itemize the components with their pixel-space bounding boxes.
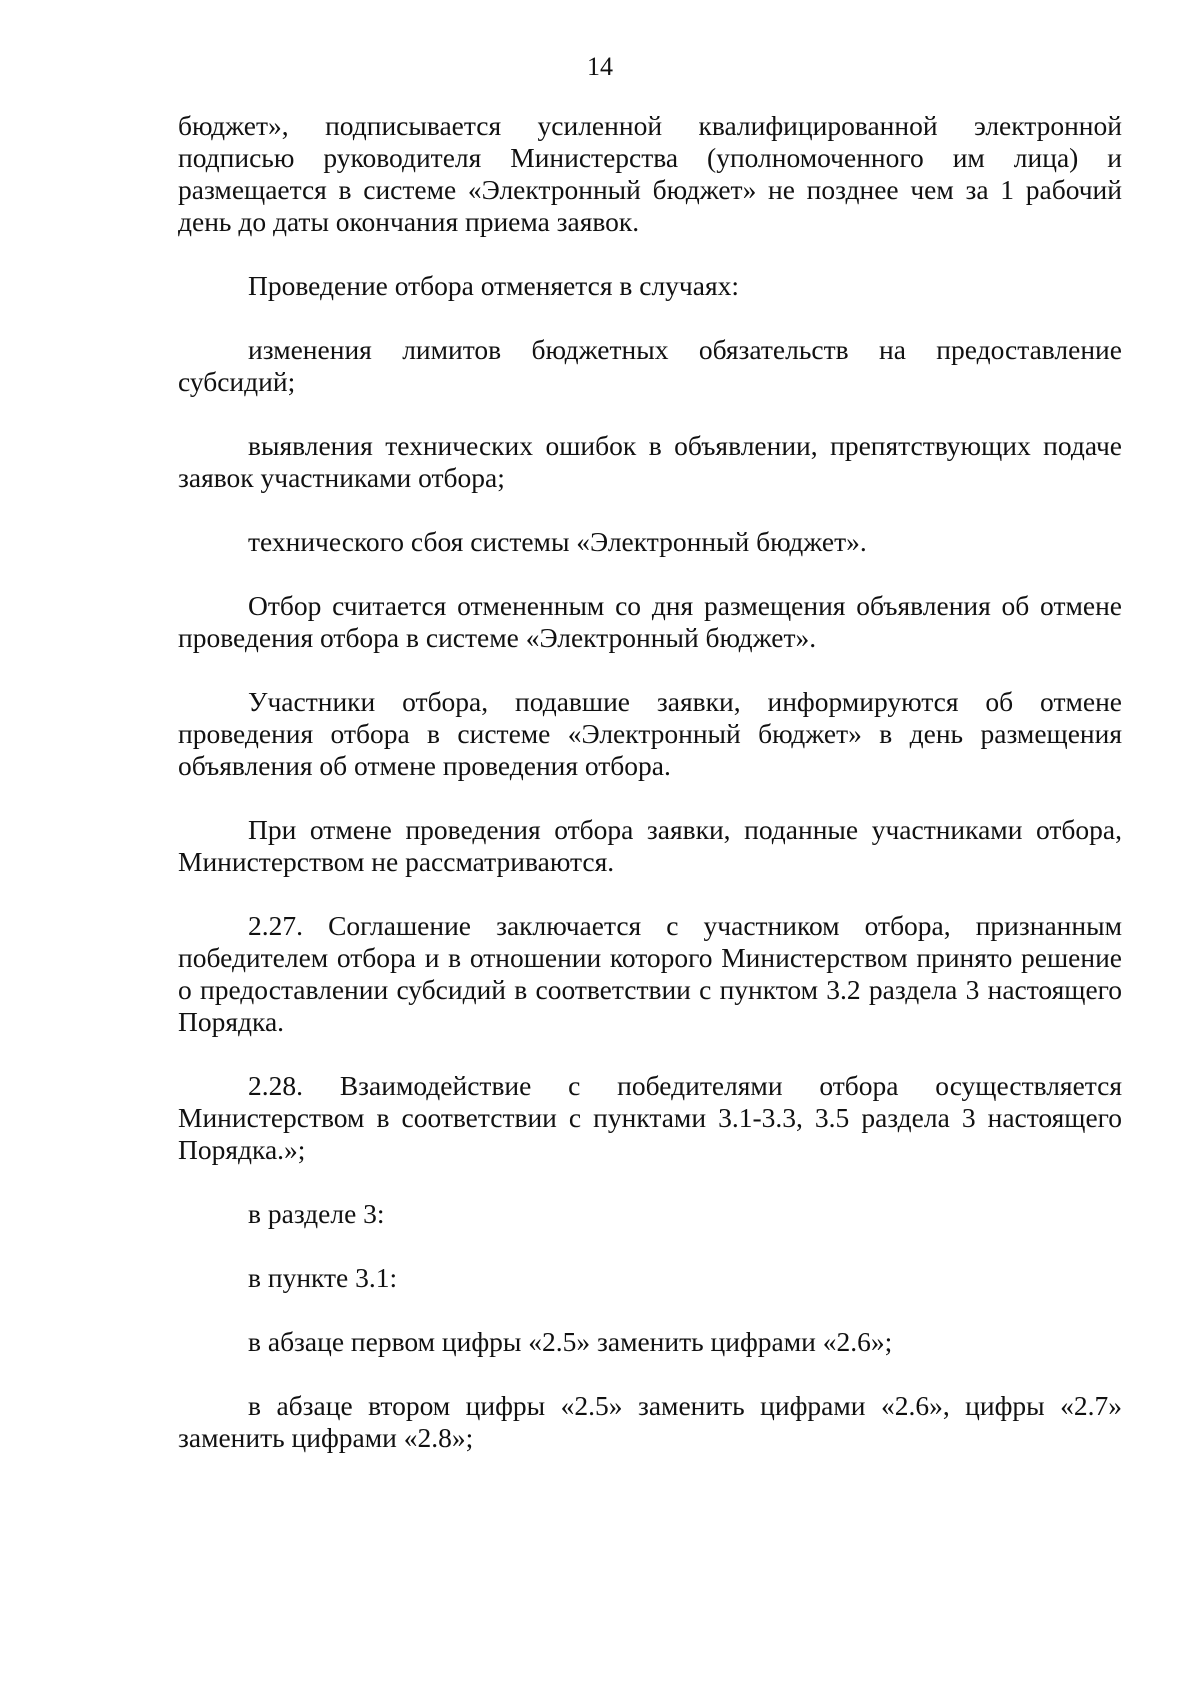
paragraph-applications-not-considered: При отмене проведения отбора заявки, поданные участниками отбора, Министерством не рассматриваются. — [178, 814, 1122, 877]
paragraph-clause-3-1: в пункте 3.1: — [248, 1262, 398, 1293]
paragraph-2-28: 2.28. Взаимодействие с победителями отбора осуществляется Министерством в соответствии с пунктами 3.1-3.3, 3.5 раздела 3 настоящего Порядка.»; — [178, 1070, 1122, 1165]
paragraph-section-3: в разделе 3: — [248, 1198, 385, 1229]
paragraph-cancellation-cases: Проведение отбора отменяется в случаях: — [248, 270, 739, 301]
paragraph-continuation: бюджет», подписывается усиленной квалифицированной электронной подписью руководителя Министерства (уполномоченного им лица) и размещается в системе «Электронный бюджет» не позднее чем за 1 рабочий день до даты окончания приема заявок. — [178, 110, 1122, 237]
paragraph-2-27: 2.27. Соглашение заключается с участником отбора, признанным победителем отбора и в отношении которого Министерством принято решение о предоставлении субсидий в соответствии с пунктом 3.2 раздела 3 настоящего Порядка. — [178, 910, 1122, 1037]
document-body — [178, 110, 1122, 1454]
paragraph-participants-informed: Участники отбора, подавшие заявки, информируются об отмене проведения отбора в системе «Электронный бюджет» в день размещения объявления об отмене проведения отбора. — [178, 686, 1122, 781]
paragraph-system-failure: технического сбоя системы «Электронный бюджет». — [248, 526, 867, 557]
paragraph-limits-change: изменения лимитов бюджетных обязательств на предоставление субсидий; — [178, 334, 1122, 397]
paragraph-cancelled-date: Отбор считается отмененным со дня размещения объявления об отмене проведения отбора в системе «Электронный бюджет». — [178, 590, 1122, 653]
page-number: 14 — [587, 52, 613, 81]
paragraph-first-abzac: в абзаце первом цифры «2.5» заменить цифрами «2.6»; — [248, 1326, 893, 1357]
paragraph-second-abzac: в абзаце втором цифры «2.5» заменить цифрами «2.6», цифры «2.7» заменить цифрами «2.8»; — [178, 1390, 1122, 1453]
paragraph-technical-errors: выявления технических ошибок в объявлении, препятствующих подаче заявок участниками отбора; — [178, 430, 1122, 493]
